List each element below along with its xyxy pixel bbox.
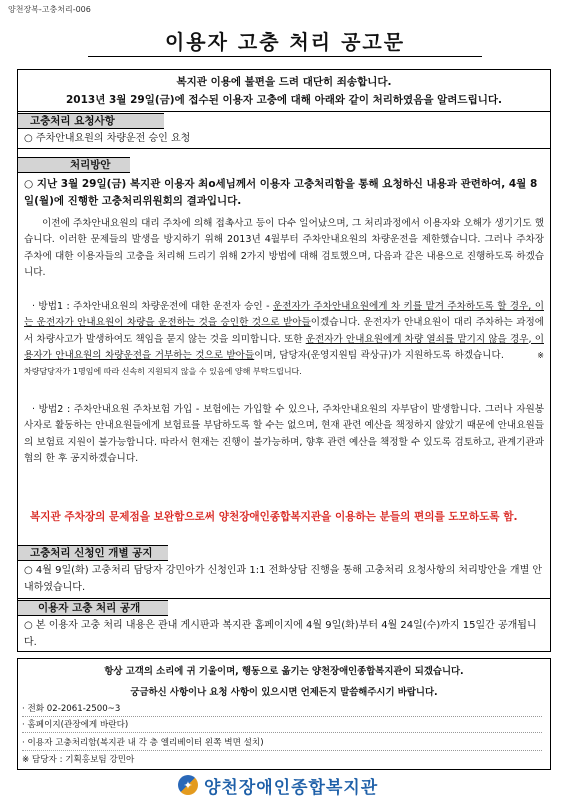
method-1-text-2: 이며, 담당자(운영지원팀 곽상규)가 지원하도록 하겠습니다.: [254, 349, 504, 361]
method-1-underline-1: 운전자가 주차안내요원에게 차 키를 맡겨 주차하도록 할 경우, 이는 운전자가 안내요원이 차량을 운전하는 것을 승인한 것으로 받아들: [24, 301, 544, 329]
footer-line-2: 궁금하신 사항이나 요청 사항이 있으시면 언제든지 말씀해주시기 바랍니다.: [130, 687, 438, 698]
intro-line-1: 복지관 이용에 불편을 드려 대단히 죄송합니다.: [176, 76, 392, 88]
method-1-underline-2: 운전자가 안내요원에게 차량 열쇠를 맡기지 않을 경우, 이용자가 안내요원의 차량운전을 거부하는 것으로 받아들: [24, 333, 544, 361]
footer-line-1: 항상 고객의 소리에 귀 기울이며, 행동으로 옮기는 양천장애인종합복지관이 되겠습니다.: [104, 666, 464, 677]
logo-text: 양천장애인종합복지관: [204, 777, 379, 798]
intro-line-2: 2013년 3월 29일(금)에 접수된 이용자 고충에 대해 아래와 같이 처리하였음을 알려드립니다.: [65, 94, 502, 106]
method-heading: 처리방안: [18, 157, 130, 173]
method-bullet: ○ 지난 3월 29일(금) 복지관 이용자 최o세님께서 이용자 고충처리함을 통해 요청하신 내용과 관련하여, 4월 8일(월)에 진행한 고충처리위원회의 결과입니다.: [24, 178, 538, 207]
public-heading: 이용자 고충 처리 공개: [18, 600, 168, 616]
logo-emblem-icon: ✦: [178, 775, 198, 795]
method-1-text-1: 이겠습니다. 운전자가 안내요원이 대리 주차하는 과정에서 차량사고가 발생하여도 책임을 묻지 않는 것을 의미합니다. 또한: [24, 317, 545, 345]
page-title: 이용자 고충 처리 공고문: [164, 30, 406, 54]
title-underline: [88, 56, 482, 57]
document-code: 양천장복-고충처리-006: [8, 5, 91, 14]
method-1-paragraph: [24, 299, 544, 380]
intro-box: [18, 70, 550, 112]
goal-statement: 복지관 주차장의 문제점을 보완함으로써 양천장애인종합복지관을 이용하는 분들의 편의를 도모하도록 함.: [30, 511, 518, 523]
request-heading: 고충처리 요청사항: [18, 113, 164, 129]
method-2-paragraph: · 방법2 : 주차안내요원 주차보험 가입 - 보험에는 가입할 수 있으나, 주차안내요원의 자부담이 발생합니다. 그러나 자원봉사자로 활동하는 안내요원들에게 보험료를 부담하도록 할 수는 없으며, 현재 관련 예산을 책정하지 않았기 때문에 안내요원들의 보험료 지원이 불가능합니다. 따라서 현재는 진행이 불가능하며, 향후 관련 예산을 책정할 수 있도록 검토하고, 관계기관과 협의 한 후 공지하겠습니다.: [24, 404, 544, 464]
method-1-note: ※차량담당자가 1명임에 따라 신속히 지원되지 않을 수 있음에 양해 부탁드립니다.: [24, 350, 544, 377]
footer-complaint-box: · 이용자 고충처리함(복지관 내 각 층 엘리베이터 왼쪽 벽면 설치): [22, 736, 542, 751]
organization-logo: [178, 774, 378, 796]
footer-manager: ※ 담당자 : 기획홍보팀 강민아: [22, 755, 135, 765]
disclosure-heading: 고충처리 신청인 개별 공지: [18, 545, 168, 561]
disclosure-text: ○ 4월 9일(화) 고충처리 담당자 강민아가 신청인과 1:1 전화상담 진행을 통해 고충처리 요청사항의 처리방안을 개별 안내하였습니다.: [18, 561, 550, 599]
footer-phone: · 전화 02-2061-2500~3: [22, 702, 542, 717]
request-text: ○ 주차안내요원의 차량운전 승인 요청: [18, 129, 550, 149]
footer-homepage: · 홈페이지(관장에게 바란다): [22, 718, 542, 733]
public-text: ○ 본 이용자 고충 처리 내용은 관내 게시판과 복지관 홈페이지에 4월 9일(화)부터 4월 24일(수)까지 15일간 공개됩니다.: [24, 620, 537, 648]
method-paragraph-1: 이전에 주차안내요원의 대리 주차에 의해 접촉사고 등이 다수 일어났으며, 그 처리과정에서 이용자와 오해가 생기기도 했습니다. 이러한 문제들의 발생을 방지하기 위해 2013년 4월부터 주차안내요원의 차량운전을 제한했습니다. 그러나 주차장 주차에 대한 이용자들의 고충을 처리해 드리기 위해 2가지 방법에 대해 검토했으며, 다음과 같은 내용으로 진행하도록 하겠습니다.: [24, 218, 544, 278]
method-1-lead: · 방법1 : 주차안내요원의 차량운전에 대한 운전자 승인 -: [32, 301, 273, 312]
